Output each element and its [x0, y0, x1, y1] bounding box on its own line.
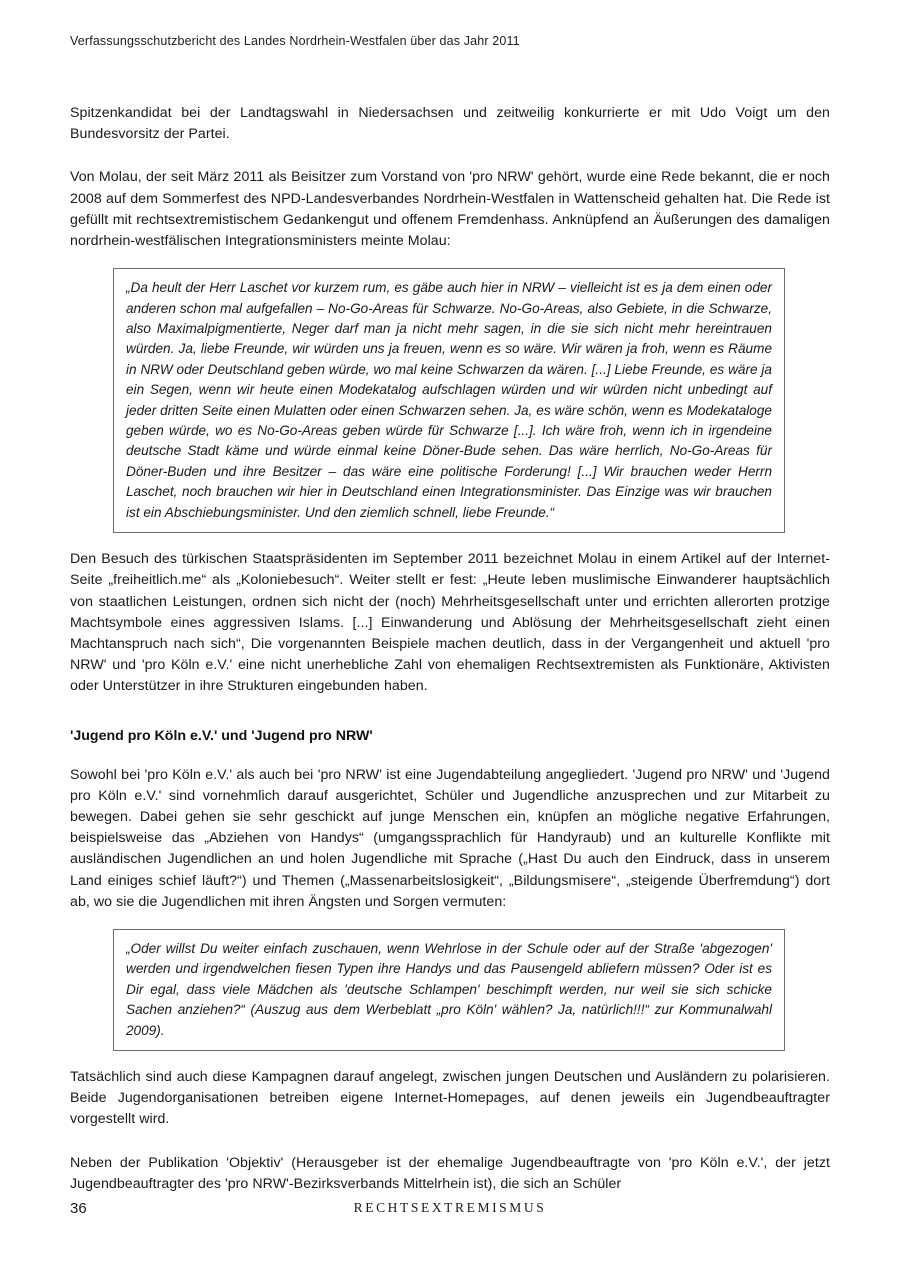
paragraph-4: Sowohl bei 'pro Köln e.V.' als auch bei 'pro NRW' ist eine Jugendabteilung angegliedert. 'Jugend pro NRW' und 'Jugend pro Köln e.V.' sind vornehmlich darauf ausgerichtet, Schüler und Jugendliche anzusprechen und zur Mitarbeit zu bewegen. Dabei gehen sie sehr geschickt auf junge Menschen ein, knüpfen an mögliche negative Erfahrungen, beispielsweise das „Abziehen von Handys“ (umgangssprachlich für Handyraub) und an kulturelle Konflikte mit ausländischen Jugendlichen an und holen Jugendliche mit Sprache („Hast Du auch den Eindruck, dass in unserem Land einiges schief läuft?“) und Themen („Massenarbeitslosigkeit“, „Bildungsmisere“, „steigende Überfremdung“) dort ab, wo sie die Jugendlichen mit ihren Ängsten und Sorgen vermuten:: [70, 766, 830, 910]
running-head: Verfassungsschutzbericht des Landes Nordrhein-Westfalen über das Jahr 2011: [70, 34, 520, 48]
footer-section-label: RECHTSEXTREMISMUS: [353, 1200, 547, 1215]
paragraph-3: Den Besuch des türkischen Staatspräsidenten im September 2011 bezeichnet Molau in einem Artikel auf der Internet-Seite „freiheitlich.me“ als „Koloniebesuch“. Weiter stellt er fest: „Heute leben muslimische Einwanderer hauptsächlich von staatlichen Leistungen, ordnen sich nicht der (noch) Mehrheitsgesellschaft unter und errichten allerorten protzige Machtsymbole eines aggressiven Islams. [...] Einwanderung und Ablösung der Mehrheitsgesellschaft zieht einen Machtanspruch nach sich“, Die vorgenannten Beispiele machen deutlich, dass in der Vergangenheit und aktuell 'pro NRW' und 'pro Köln e.V.' eine nicht unerhebliche Zahl von ehemaligen Rechtsextremisten als Funktionäre, Aktivisten oder Unterstützer in ihre Strukturen eingebunden haben.: [70, 551, 830, 695]
subheading-jugend: 'Jugend pro Köln e.V.' und 'Jugend pro NRW': [70, 727, 373, 744]
spacer: [70, 145, 830, 167]
quote-box-molau: [113, 268, 785, 533]
spacer: [70, 1131, 830, 1153]
quote-text-1: „Da heult der Herr Laschet vor kurzem rum, es gäbe auch hier in NRW – vielleicht ist es ja dem einen oder anderen schon mal aufgefallen – No-Go-Areas für Schwarze. No-Go-Areas, also Gebiete, in die Schwarze, also Maximalpigmentierte, Neger darf man ja nicht mehr sagen, in die sie sich nicht mehr hereintrauen würden. Ja, liebe Freunde, wir würden uns ja freuen, wenn es so wäre. Wir wären ja froh, wenn es Räume in NRW oder Deutschland geben würde, wo mal keine Schwarzen da wären. [...] Liebe Freunde, es wäre ja ein Segen, wenn wir heute einen Modekatalog aufschlagen würden und wir würden nicht unbedingt auf jeder dritten Seite einen Mulatten oder einen Schwarzen sehen. Ja, es wäre schön, wenn es Modekataloge geben würde, wo es No-Go-Areas geben würde für Schwarze [...]. Ich wäre froh, wenn ich in irgendeine deutsche Stadt käme und würde einmal keine Döner-Bude sehen. Das wäre herrlich, No-Go-Areas für Döner-Buden und ihre Besitzer – das wäre eine politische Forderung! [...] Wir brauchen weder Herrn Laschet, noch brauchen wir hier in Deutschland einen Integrationsminister. Das Einzige was wir brauchen ist ein Abschiebungsminister. Und den ziemlich schnell, liebe Freunde.“: [126, 280, 772, 520]
quote-text-2: „Oder willst Du weiter einfach zuschauen, wenn Wehrlose in der Schule oder auf der Straße 'abgezogen' werden und irgendwelchen fiesen Typen ihre Handys und das Pausengeld abliefern müssen? Oder ist es Dir egal, dass viele Mädchen als 'deutsche Schlampen' beschimpft werden, nur weil sie sich schicke Sachen anziehen?“ (Auszug aus dem Werbeblatt „pro Köln' wählen? Ja, natürlich!!!“ zur Kommunalwahl 2009).: [126, 940, 772, 1038]
page-content: [70, 103, 830, 1195]
paragraph-1: Spitzenkandidat bei der Landtagswahl in Niedersachsen und zeitweilig konkurrierte er mit Udo Voigt um den Bundesvorsitz der Partei.: [70, 105, 830, 143]
page-number: 36: [70, 1200, 87, 1217]
quote-box-werbeblatt: [113, 929, 785, 1051]
spacer: [70, 698, 830, 726]
paragraph-6: Neben der Publikation 'Objektiv' (Herausgeber ist der ehemalige Jugendbeauftragte von 'pro Köln e.V.', der jetzt Jugendbeauftragter des 'pro NRW'-Bezirksverbands Mittelrhein ist), die sich an Schüler: [70, 1154, 830, 1192]
spacer: [70, 747, 830, 765]
paragraph-2: Von Molau, der seit März 2011 als Beisitzer zum Vorstand von 'pro NRW' gehört, wurde eine Rede bekannt, die er noch 2008 auf dem Sommerfest des NPD-Landesverbandes Nordrhein-Westfalen in Wattenscheid gehalten hat. Die Rede ist gefüllt mit rechtsextremistischem Gedankengut und offenem Fremdenhass. Anknüpfend an Äußerungen des damaligen nordrhein-westfälischen Integrationsministers meinte Molau:: [70, 169, 830, 250]
paragraph-5: Tatsächlich sind auch diese Kampagnen darauf angelegt, zwischen jungen Deutschen und Ausländern zu polarisieren. Beide Jugendorganisationen betreiben eigene Internet-Homepages, auf denen jeweils ein Jugendbeauftragter vorgestellt wird.: [70, 1068, 830, 1128]
